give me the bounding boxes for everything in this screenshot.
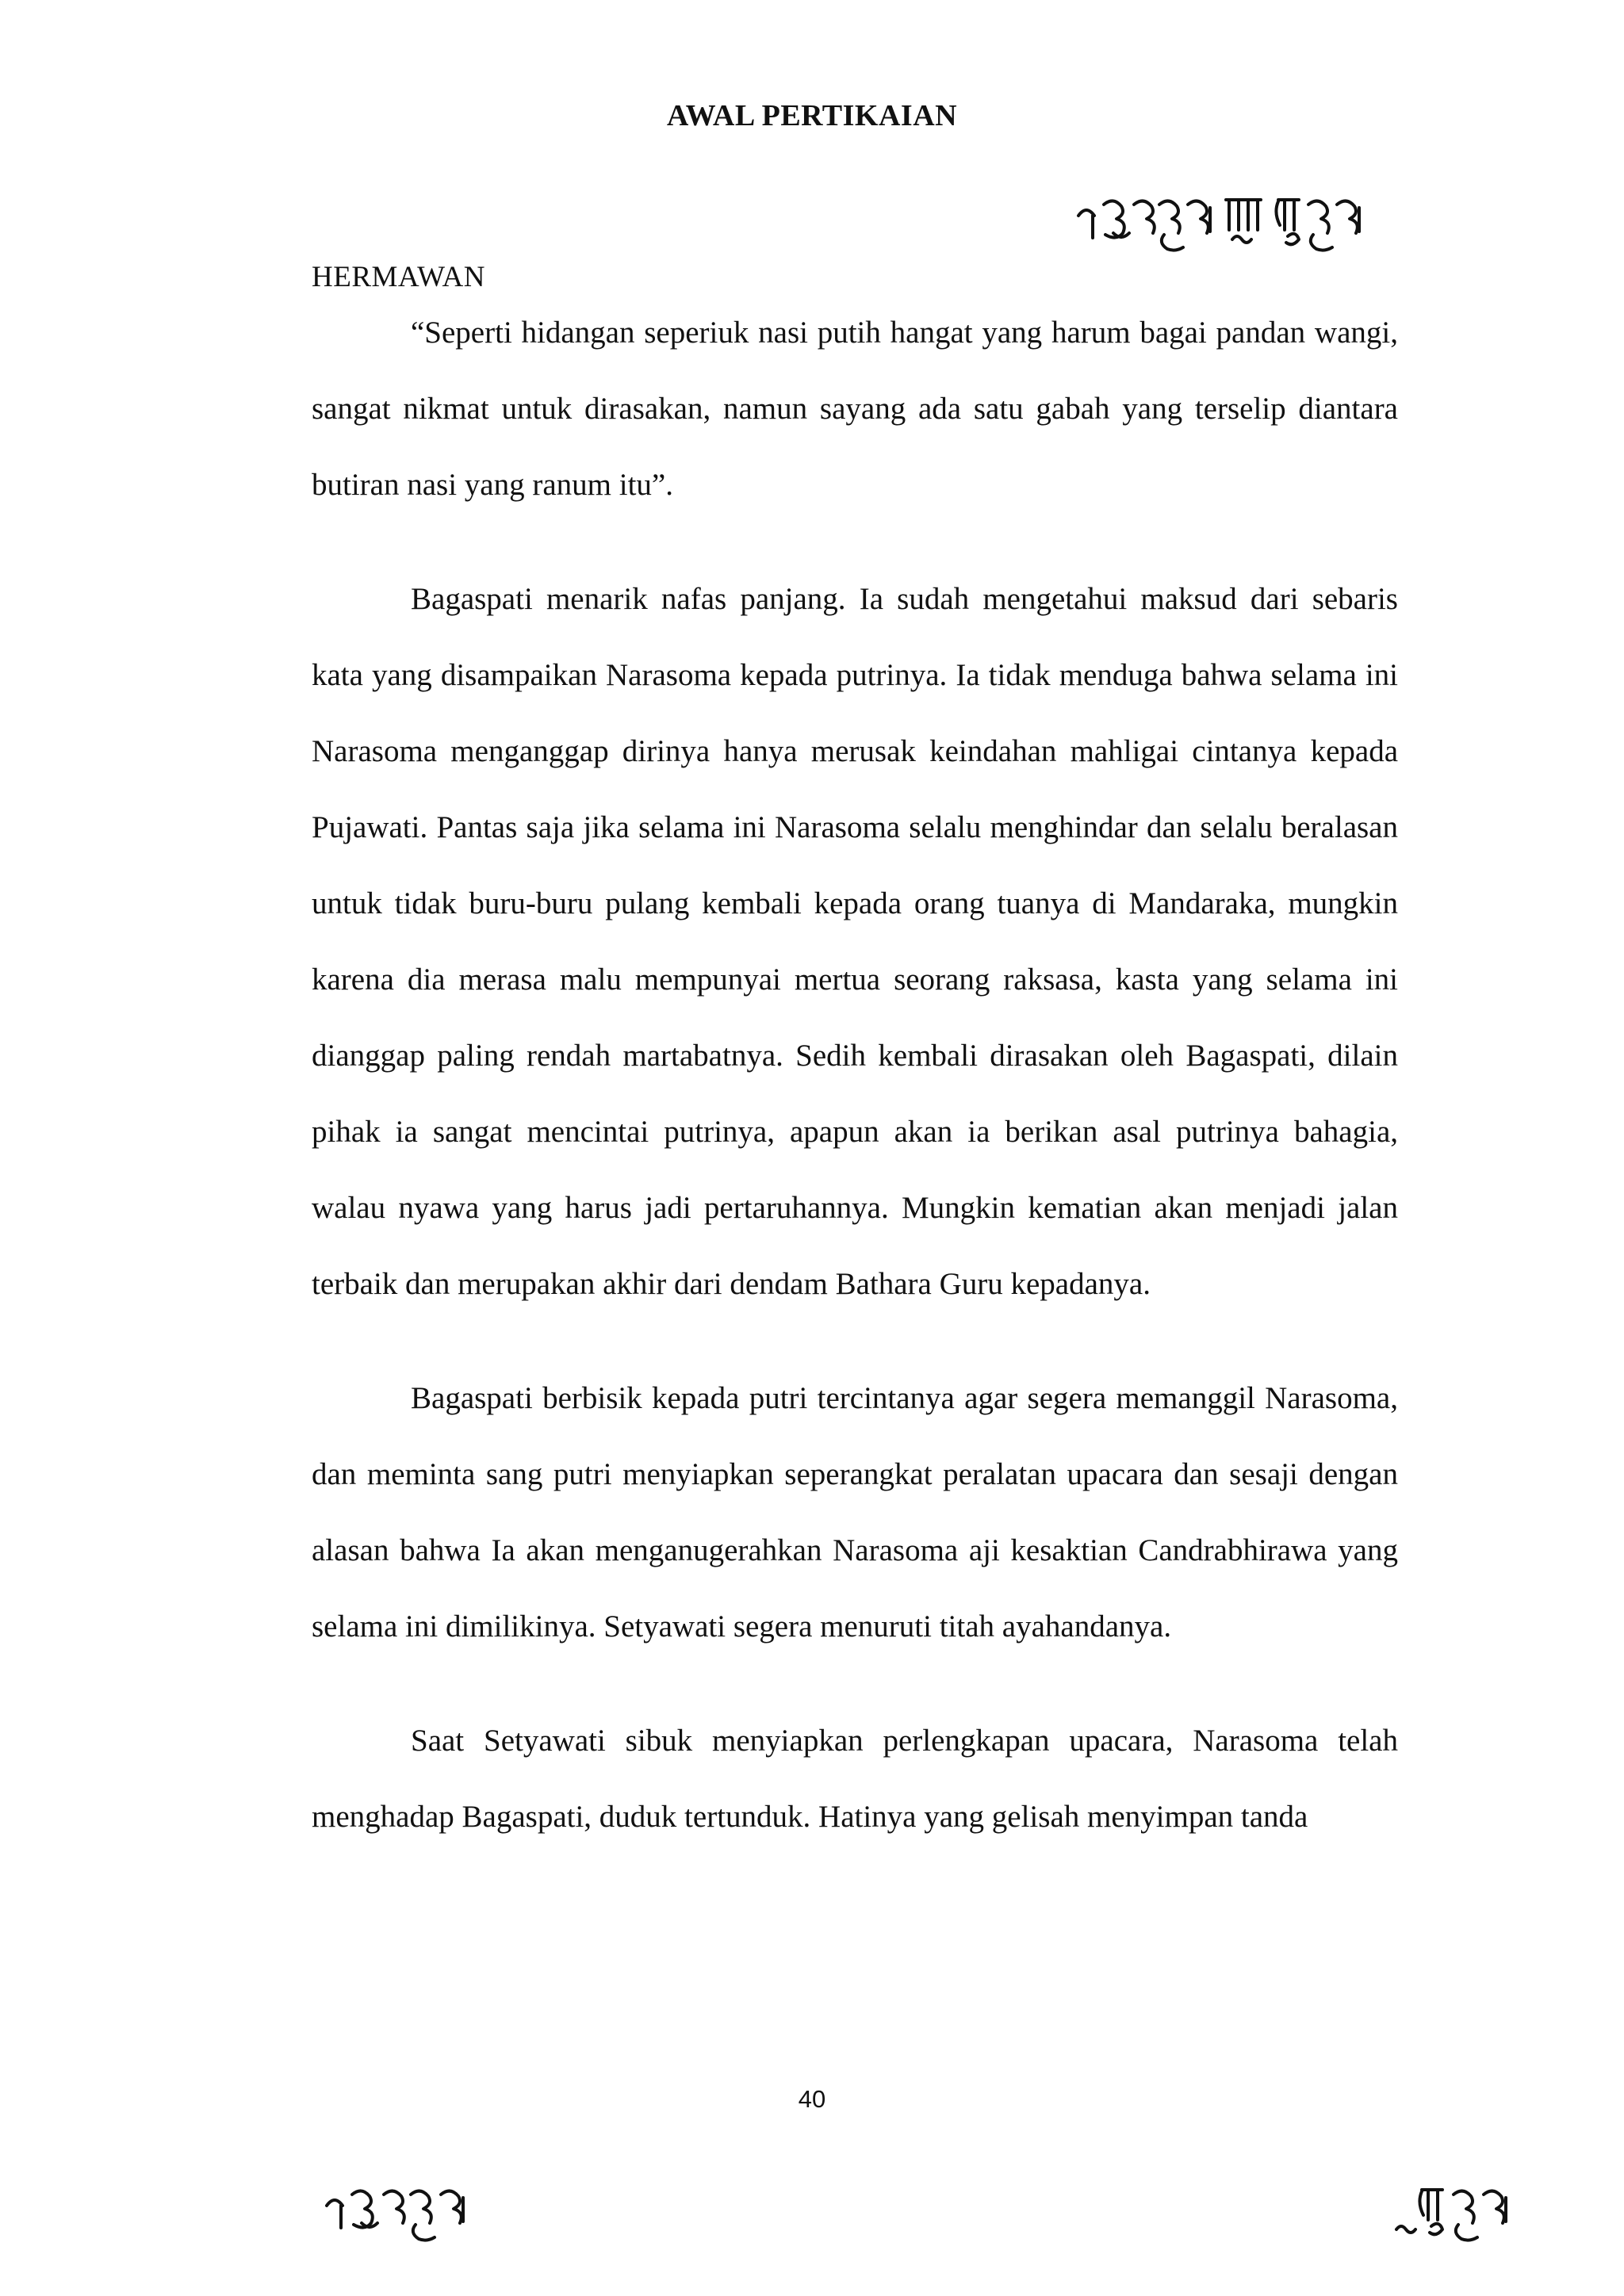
- page-title: AWAL PERTIKAIAN: [666, 99, 958, 132]
- javanese-script-icon: [1071, 184, 1404, 260]
- author-name: HERMAWAN: [312, 261, 485, 293]
- javanese-script-footer-right-ornament: [1390, 2174, 1557, 2250]
- paragraph: “Seperti hidangan seperiuk nasi putih hangat yang harum bagai pandan wangi, sangat nikmat untuk dirasakan, namun sayang ada satu gabah yang terselip diantara butiran nasi yang ranum itu”.: [312, 316, 1398, 502]
- javanese-script-icon: [1390, 2174, 1557, 2250]
- paragraph: Bagaspati menarik nafas panjang. Ia sudah mengetahui maksud dari sebaris kata yang disampaikan Narasoma kepada putrinya. Ia tidak menduga bahwa selama ini Narasoma menganggap dirinya hanya merusak keindahan mahligai cintanya kepada Pujawati. Pantas saja jika selama ini Narasoma selalu menghindar dan selalu beralasan untuk tidak buru-buru pulang kembali kepada orang tuanya di Mandaraka, mungkin karena dia merasa malu mempunyai mertua seorang raksasa, kasta yang selama ini dianggap paling rendah martabatnya. Sedih kembali dirasakan oleh Bagaspati, dilain pihak ia sangat mencintai putrinya, apapun akan ia berikan asal putrinya bahagia, walau nyawa yang harus jadi pertaruhannya. Mungkin kematian akan menjadi jalan terbaik dan merupakan akhir dari dendam Bathara Guru kepadanya.: [312, 582, 1398, 1301]
- page-number: 40: [798, 2085, 826, 2113]
- paragraph: Saat Setyawati sibuk menyiapkan perlengkapan upacara, Narasoma telah menghadap Bagaspati, duduk tertunduk. Hatinya yang gelisah menyimpan tanda: [312, 1724, 1398, 1834]
- paragraph: Bagaspati berbisik kepada putri tercintanya agar segera memanggil Narasoma, dan meminta sang putri menyiapkan seperangkat peralatan upacara dan sesaji dengan alasan bahwa Ia akan menganugerahkan Narasoma aji kesaktian Candrabhirawa yang selama ini dimilikinya. Setyawati segera menuruti titah ayahandanya.: [312, 1381, 1398, 1644]
- javanese-script-header-ornament: [1071, 184, 1404, 260]
- body-text: [312, 295, 1398, 1855]
- javanese-script-footer-left-ornament: [320, 2174, 503, 2250]
- javanese-script-icon: [320, 2174, 503, 2250]
